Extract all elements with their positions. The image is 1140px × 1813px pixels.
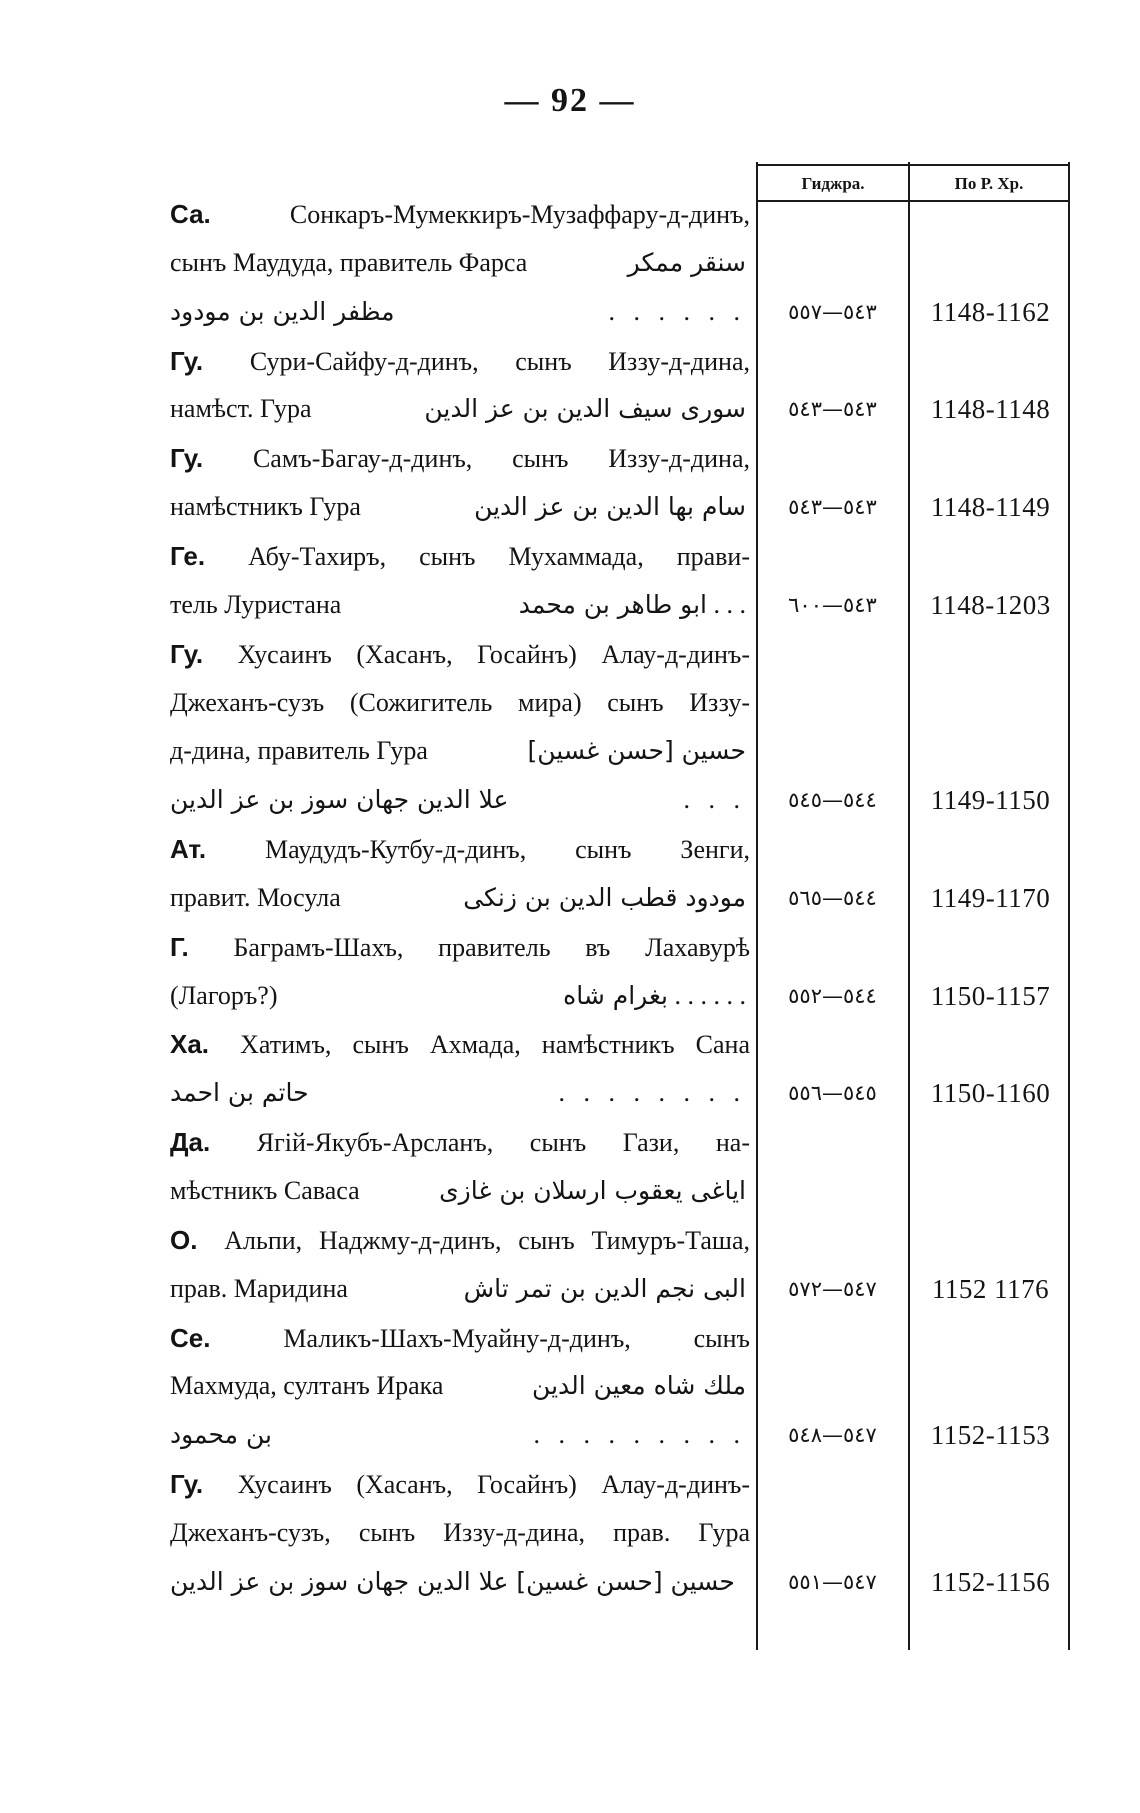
entry-text xyxy=(170,434,750,482)
ad-column-header: По Р. Хр. xyxy=(954,174,1024,193)
right-group xyxy=(519,581,746,629)
ad-years: 1148-1149 xyxy=(930,492,1051,522)
ad-years: 1148-1148 xyxy=(930,394,1051,424)
entry-text xyxy=(170,1558,750,1606)
arabic-name: ابو طاهر بن محمد xyxy=(518,590,707,619)
table-header-rule-bottom xyxy=(756,200,1070,202)
russian-text: тель Луристана xyxy=(170,590,342,619)
ad-years: 1150-1160 xyxy=(930,1078,1051,1108)
dynasty-abbreviation: Гу. xyxy=(170,639,204,669)
dot-leader: . . . xyxy=(713,590,746,619)
entry-line xyxy=(170,1411,750,1459)
russian-text: Сонкаръ-Мумеккиръ-Музаффару-д-динъ, xyxy=(289,200,750,229)
ad-years: 1152-1156 xyxy=(930,1567,1051,1597)
russian-text: Самъ-Багау-д-динъ, сынъ Иззу-д-дина, xyxy=(252,444,750,473)
ad-years: 1149-1150 xyxy=(930,785,1051,815)
entry-line xyxy=(170,1069,750,1117)
right-group xyxy=(532,1362,746,1410)
russian-text: Сури-Сайфу-д-динъ, сынъ Иззу-д-дина, xyxy=(249,347,750,376)
entry-text xyxy=(170,825,750,873)
russian-text: Джеханъ-сузъ, сынъ Иззу-д-дина, прав. Гура xyxy=(170,1518,750,1547)
entry-line xyxy=(170,825,750,873)
right-group xyxy=(424,385,746,433)
entry-text xyxy=(170,1118,750,1166)
dynasty-abbreviation: Гу. xyxy=(170,1469,204,1499)
russian-text: Альпи, Наджму-д-динъ, сынъ Тимуръ-Таша, xyxy=(224,1226,750,1255)
entry-line xyxy=(170,434,750,482)
entry-text xyxy=(170,1216,750,1264)
ad-years: 1148-1162 xyxy=(930,297,1051,327)
entry-line xyxy=(170,923,750,971)
hijra-years: ٥٤٣—٦٠٠ xyxy=(788,593,877,617)
entry-line xyxy=(170,1509,750,1557)
entry-text xyxy=(170,874,750,922)
russian-text: Баграмъ-Шахъ, правитель въ Лахавурѣ xyxy=(233,933,750,962)
entry-text xyxy=(170,532,750,580)
table-divider-right xyxy=(1068,162,1070,1650)
right-group xyxy=(170,1411,746,1459)
dot-leader: . . . xyxy=(683,785,746,814)
entry-text xyxy=(170,1265,750,1313)
entry-line xyxy=(170,1460,750,1508)
arabic-name: البى نجم الدين بن تمر تاش xyxy=(463,1274,746,1303)
dynasty-abbreviation: Да. xyxy=(170,1127,211,1157)
entry-line xyxy=(170,288,750,336)
hijra-years: ٥٤٤—٥٤٥ xyxy=(788,788,877,812)
right-group xyxy=(170,776,746,824)
dynasty-abbreviation: Ха. xyxy=(170,1029,210,1059)
entry-text xyxy=(170,190,750,238)
entry-line xyxy=(170,1265,750,1313)
entry-line xyxy=(170,630,750,678)
right-group xyxy=(170,1558,746,1606)
right-group xyxy=(463,874,746,922)
russian-text: Хусаинъ (Хасанъ, Госайнъ) Алау-д-динъ- xyxy=(237,1470,750,1499)
arabic-name: سوری سيف الدين بن عز الدين xyxy=(424,394,746,423)
arabic-name: بن محمود xyxy=(170,1420,272,1449)
ad-years: 1152 1176 xyxy=(931,1274,1050,1304)
hijra-column-header: Гиджра. xyxy=(801,174,865,193)
table-divider-left xyxy=(756,162,758,1650)
entry-text xyxy=(170,581,750,629)
russian-text: прав. Маридина xyxy=(170,1274,348,1303)
russian-text: д-дина, правитель Гура xyxy=(170,736,428,765)
russian-text: Абу-Тахиръ, сынъ Мухаммада, прави- xyxy=(248,542,750,571)
arabic-name: ملك شاه معين الدين xyxy=(532,1371,746,1400)
hijra-years: ٥٤٣—٥٤٣ xyxy=(788,495,877,519)
dot-leader: . . . . . . . . . xyxy=(533,1420,746,1449)
entry-line xyxy=(170,1314,750,1362)
dynasty-abbreviation: Ат. xyxy=(170,834,207,864)
dot-leader: . . . . . . xyxy=(674,981,746,1010)
russian-text: Махмуда, султанъ Ирака xyxy=(170,1371,444,1400)
dynasty-abbreviation: О. xyxy=(170,1225,198,1255)
entry-line xyxy=(170,581,750,629)
right-group xyxy=(628,239,746,287)
right-group xyxy=(170,288,746,336)
entry-text xyxy=(170,727,750,775)
entry-text xyxy=(170,483,750,531)
arabic-name: حسين [حسن غسين] علا الدين جهان سوز بن عز الدين xyxy=(170,1567,735,1596)
entry-text xyxy=(170,923,750,971)
entry-line xyxy=(170,972,750,1020)
entry-text xyxy=(170,1314,750,1362)
dynasty-abbreviation: Са. xyxy=(170,199,211,229)
russian-text: Маудудъ-Кутбу-д-динъ, сынъ Зенги, xyxy=(265,835,750,864)
entry-text xyxy=(170,1167,750,1215)
entry-text xyxy=(170,776,750,824)
entry-line xyxy=(170,190,750,238)
arabic-name: سام بها الدين بن عز الدين xyxy=(474,492,746,521)
dynasty-abbreviation: Ге. xyxy=(170,541,206,571)
entry-text xyxy=(170,972,750,1020)
arabic-name: مودود قطب الدين بن زنكى xyxy=(463,883,746,912)
table-divider-middle xyxy=(908,162,910,1650)
entry-text xyxy=(170,1411,750,1459)
entry-line xyxy=(170,727,750,775)
entry-text xyxy=(170,679,750,727)
russian-text: намѣст. Гура xyxy=(170,394,312,423)
entry-text xyxy=(170,1509,750,1557)
arabic-name: حسين [حسن غسين] xyxy=(527,736,746,765)
right-group xyxy=(563,972,746,1020)
hijra-years: ٥٤٣—٥٥٧ xyxy=(788,300,877,324)
entry-line xyxy=(170,239,750,287)
entry-text xyxy=(170,239,750,287)
hijra-years: ٥٤٧—٥٥١ xyxy=(788,1570,877,1594)
ad-years: 1150-1157 xyxy=(930,981,1051,1011)
right-group xyxy=(439,1167,746,1215)
entry-line xyxy=(170,1216,750,1264)
entry-line xyxy=(170,1118,750,1166)
russian-text: Джеханъ-сузъ (Сожигитель мира) сынъ Иззу- xyxy=(170,688,750,717)
hijra-years: ٥٤٣—٥٤٣ xyxy=(788,397,877,421)
entry-line xyxy=(170,337,750,385)
entry-text xyxy=(170,1362,750,1410)
entry-text xyxy=(170,288,750,336)
entry-line xyxy=(170,1167,750,1215)
page-number: — 92 — xyxy=(504,82,636,119)
arabic-name: حاتم بن احمد xyxy=(170,1078,309,1107)
russian-text: правит. Мосула xyxy=(170,883,341,912)
entry-line xyxy=(170,1362,750,1410)
russian-text: Маликъ-Шахъ-Муайну-д-динъ, сынъ xyxy=(283,1324,750,1353)
russian-text: мѣстникъ Саваса xyxy=(170,1176,360,1205)
right-group xyxy=(528,727,746,775)
entry-line xyxy=(170,1020,750,1068)
right-group xyxy=(170,1069,746,1117)
table-header-rule-top xyxy=(756,164,1070,166)
hijra-years: ٥٤٥—٥٥٦ xyxy=(788,1081,877,1105)
arabic-name: سنقر ممكر xyxy=(627,248,746,277)
right-group xyxy=(474,483,746,531)
entry-line xyxy=(170,1558,750,1606)
entry-line xyxy=(170,385,750,433)
dynasty-abbreviation: Г. xyxy=(170,932,189,962)
russian-text: Ягій-Якубъ-Арсланъ, сынъ Гази, на- xyxy=(256,1128,750,1157)
hijra-years: ٥٤٤—٥٦٥ xyxy=(788,886,877,910)
dot-leader: . . . . . . xyxy=(608,297,746,326)
ad-years: 1148-1203 xyxy=(930,590,1051,620)
entry-text xyxy=(170,630,750,678)
arabic-name: اياغى يعقوب ارسلان بن غازى xyxy=(439,1176,746,1205)
arabic-name: علا الدين جهان سوز بن عز الدين xyxy=(170,785,509,814)
russian-text: Хусаинъ (Хасанъ, Госайнъ) Алау-д-динъ- xyxy=(237,640,750,669)
russian-text: намѣстникъ Гура xyxy=(170,492,361,521)
entry-line xyxy=(170,874,750,922)
entry-text xyxy=(170,1069,750,1117)
arabic-name: بغرام شاه xyxy=(563,981,668,1010)
hijra-years: ٥٤٧—٥٧٢ xyxy=(788,1277,877,1301)
entry-text xyxy=(170,1460,750,1508)
dynasty-abbreviation: Гу. xyxy=(170,443,204,473)
dynasty-abbreviation: Гу. xyxy=(170,346,204,376)
entry-line xyxy=(170,776,750,824)
entry-line xyxy=(170,679,750,727)
dot-leader: . . . . . . . . xyxy=(558,1078,746,1107)
right-group xyxy=(464,1265,746,1313)
entry-text xyxy=(170,337,750,385)
entry-text xyxy=(170,385,750,433)
hijra-years: ٥٤٤—٥٥٢ xyxy=(788,984,877,1008)
entry-text xyxy=(170,1020,750,1068)
hijra-years: ٥٤٧—٥٤٨ xyxy=(788,1423,877,1447)
entry-line xyxy=(170,532,750,580)
arabic-name: مظفر الدين بن مودود xyxy=(170,297,395,326)
ad-years: 1149-1170 xyxy=(930,883,1051,913)
ad-years: 1152-1153 xyxy=(930,1420,1051,1450)
entry-line xyxy=(170,483,750,531)
russian-text: Хатимъ, сынъ Ахмада, намѣстникъ Сана xyxy=(240,1030,750,1059)
russian-text: (Лагоръ?) xyxy=(170,981,278,1010)
dynasty-abbreviation: Се. xyxy=(170,1323,211,1353)
russian-text: сынъ Маудуда, правитель Фарса xyxy=(170,248,528,277)
